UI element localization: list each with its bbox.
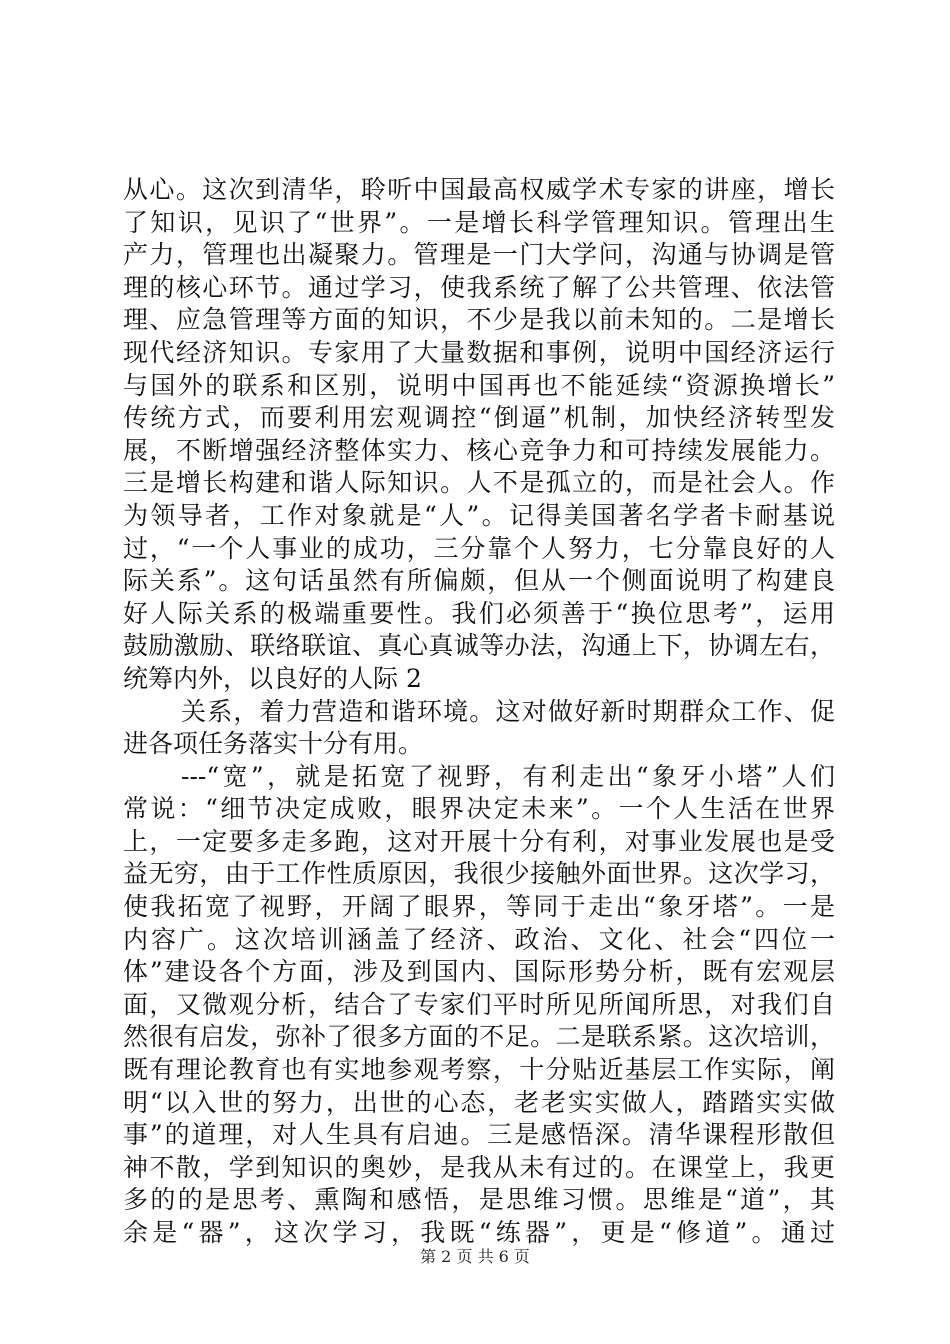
text-line: 神不散，学到知识的奥妙，是我从未有过的。在课堂上，我更 bbox=[123, 1152, 835, 1182]
text-line: 常说：“细节决定成败，眼界决定未来”。一个人生活在世界 bbox=[123, 794, 835, 824]
text-line: 多的的是思考、熏陶和感悟，是思维习惯。思维是“道”，其 bbox=[123, 1185, 835, 1215]
text-line: 际关系”。这句话虽然有所偏颇，但从一个侧面说明了构建良 bbox=[123, 566, 835, 596]
text-line: 益无穷，由于工作性质原因，我很少接触外面世界。这次学习， bbox=[123, 859, 835, 889]
text-line: 内容广。这次培训涵盖了经济、政治、文化、社会“四位一 bbox=[123, 924, 835, 954]
text-line: 使我拓宽了视野，开阔了眼界，等同于走出“象牙塔”。一是 bbox=[123, 892, 835, 922]
text-line: 三是增长构建和谐人际知识。人不是孤立的，而是社会人。作 bbox=[123, 468, 835, 498]
page-number-footer: 第 2 页 共 6 页 bbox=[420, 1247, 530, 1266]
text-line: 传统方式，而要利用宏观调控“倒逼”机制，加快经济转型发 bbox=[123, 403, 835, 433]
text-line: 体”建设各个方面，涉及到国内、国际形势分析，既有宏观层 bbox=[123, 957, 835, 987]
text-line: 既有理论教育也有实地参观考察，十分贴近基层工作实际，阐 bbox=[123, 1055, 835, 1085]
text-line: 进各项任务落实十分有用。 bbox=[123, 729, 424, 759]
text-line: 从心。这次到清华，聆听中国最高权威学术专家的讲座，增长 bbox=[123, 175, 835, 204]
text-line: 现代经济知识。专家用了大量数据和事例，说明中国经济运行 bbox=[123, 337, 835, 367]
text-line: 统筹内外，以良好的人际 2 bbox=[123, 663, 422, 693]
text-line: 了知识，见识了“世界”。一是增长科学管理知识。管理出生 bbox=[123, 207, 835, 237]
text-line: 面，又微观分析，结合了专家们平时所见所闻所思，对我们自 bbox=[123, 989, 835, 1019]
text-line: 上，一定要多走多跑，这对开展十分有利，对事业发展也是受 bbox=[123, 826, 835, 856]
text-line: 关系，着力营造和谐环境。这对做好新时期群众工作、促 bbox=[181, 696, 835, 726]
text-line: 展，不断增强经济整体实力、核心竞争力和可持续发展能力。 bbox=[123, 435, 835, 465]
text-line: 事”的道理，对人生具有启迪。三是感悟深。清华课程形散但 bbox=[123, 1120, 835, 1150]
text-line: 理、应急管理等方面的知识，不少是我以前未知的。二是增长 bbox=[123, 305, 835, 335]
text-line: 明“以入世的努力，出世的心态，老老实实做人，踏踏实实做 bbox=[123, 1087, 835, 1117]
text-line: 鼓励激励、联络联谊、真心真诚等办法，沟通上下，协调左右， bbox=[123, 631, 835, 661]
text-line: 与国外的联系和区别，说明中国再也不能延续“资源换增长” bbox=[123, 370, 835, 400]
text-line: 然很有启发，弥补了很多方面的不足。二是联系紧。这次培训， bbox=[123, 1022, 835, 1052]
text-line: 余是“器”，这次学习，我既“练器”，更是“修道”。通过 bbox=[123, 1218, 835, 1247]
text-line: 为领导者，工作对象就是“人”。记得美国著名学者卡耐基说 bbox=[123, 500, 835, 530]
text-line: 好人际关系的极端重要性。我们必须善于“换位思考”，运用 bbox=[123, 598, 835, 628]
text-line: 理的核心环节。通过学习，使我系统了解了公共管理、依法管 bbox=[123, 272, 835, 302]
text-line: ---“宽”，就是拓宽了视野，有利走出“象牙小塔”人们 bbox=[181, 761, 835, 791]
body-text bbox=[123, 174, 835, 1250]
text-line: 过，“一个人事业的成功，三分靠个人努力，七分靠良好的人 bbox=[123, 533, 835, 563]
text-line: 产力，管理也出凝聚力。管理是一门大学问，沟通与协调是管 bbox=[123, 240, 835, 270]
